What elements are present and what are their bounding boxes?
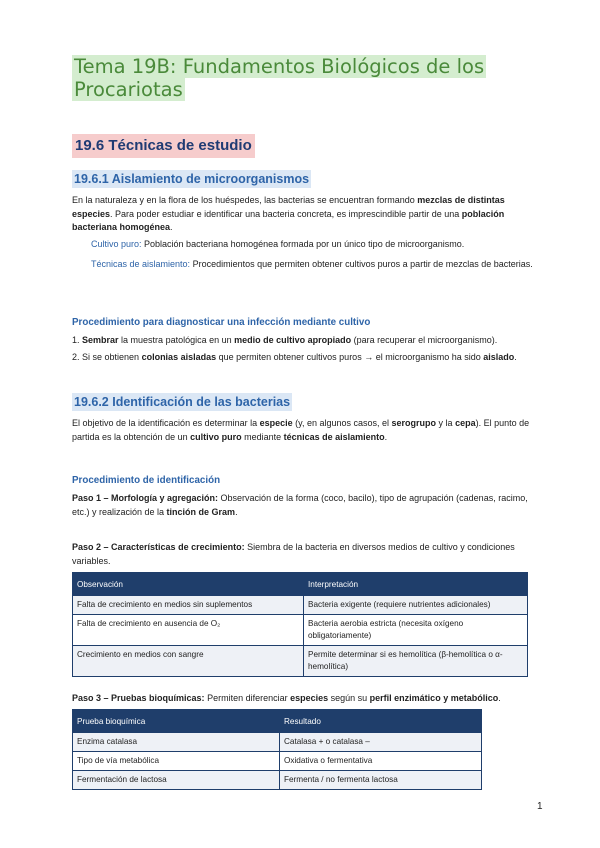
page-number: 1 [537,801,543,812]
table-row [73,771,482,790]
table-header: Prueba bioquímica [73,710,280,733]
table-cell: Catalasa + o catalasa – [280,733,482,752]
table-cell: Crecimiento en medios con sangre [73,646,304,677]
title-line-1: Tema 19B: Fundamentos Biológicos de los [74,55,485,78]
procedure-identification-heading: Procedimiento de identificación [72,475,221,486]
procedure-step-1: 1. Sembrar la muestra patológica en un medio de cultivo apropiado (para recuperar el microorganismo). [72,335,498,345]
definition-tecnicas-aislamiento: Técnicas de aislamiento: Procedimientos que permiten obtener cultivos puros a partir de mezclas de bacterias. [91,259,533,269]
table-header: Interpretación [304,573,528,596]
table-header: Observación [73,573,304,596]
table-cell: Bacteria exigente (requiere nutrientes adicionales) [304,596,528,615]
table-row [73,615,528,646]
subsection-heading-identificacion: 19.6.2 Identificación de las bacterias [74,395,291,409]
table-header: Resultado [280,710,482,733]
paso-3: Paso 3 – Pruebas bioquímicas: Permiten diferenciar especies según su perfil enzimático y metabólico. [72,693,501,703]
biochemical-tests-table [72,709,482,790]
table-cell: Oxidativa o fermentativa [280,752,482,771]
subsection-heading-aislamiento: 19.6.1 Aislamiento de microorganismos [74,172,310,186]
definition-cultivo-puro: Cultivo puro: Población bacteriana homogénea formada por un único tipo de microorganismo. [91,239,465,249]
procedure-step-2: 2. Si se obtienen colonias aisladas que permiten obtener cultivos puros → el microorganismo ha sido aislado. [72,352,517,362]
table-cell: Tipo de vía metabólica [73,752,280,771]
table-cell: Enzima catalasa [73,733,280,752]
title-line-2: Procariotas [74,78,183,101]
table-row [73,752,482,771]
table-row [73,733,482,752]
table-cell: Falta de crecimiento en ausencia de O₂ [73,615,304,646]
growth-characteristics-table [72,572,528,677]
procedure-diagnosis-heading: Procedimiento para diagnosticar una infección mediante cultivo [72,317,371,328]
table-row [73,596,528,615]
intro-paragraph: En la naturaleza y en la flora de los huéspedes, las bacterias se encuentran formando mezclas de distintas especies. Para poder estudiar e identificar una bacteria concreta, es imprescindible partir de una población bacteriana homogénea. [72,195,505,232]
table-cell: Fermentación de lactosa [73,771,280,790]
table-cell: Bacteria aerobia estricta (necesita oxígeno obligatoriamente) [304,615,528,646]
paso-1: Paso 1 – Morfología y agregación: Observación de la forma (coco, bacilo), tipo de agrupación (cadenas, racimo, etc.) y realización de la tinción de Gram. [72,493,528,517]
table-cell: Falta de crecimiento en medios sin suplementos [73,596,304,615]
identification-paragraph: El objetivo de la identificación es determinar la especie (y, en algunos casos, el serogrupo y la cepa). El punto de partida es la obtención de un cultivo puro mediante técnicas de aislamiento. [72,418,530,442]
section-heading: 19.6 Técnicas de estudio [72,134,255,158]
table-row [73,646,528,677]
table-cell: Fermenta / no fermenta lactosa [280,771,482,790]
table-cell: Permite determinar si es hemolítica (β-hemolítica o α-hemolítica) [304,646,528,677]
document-title [72,55,492,101]
paso-2: Paso 2 – Características de crecimiento: Siembra de la bacteria en diversos medios de cultivo y condiciones variables. [72,542,515,566]
